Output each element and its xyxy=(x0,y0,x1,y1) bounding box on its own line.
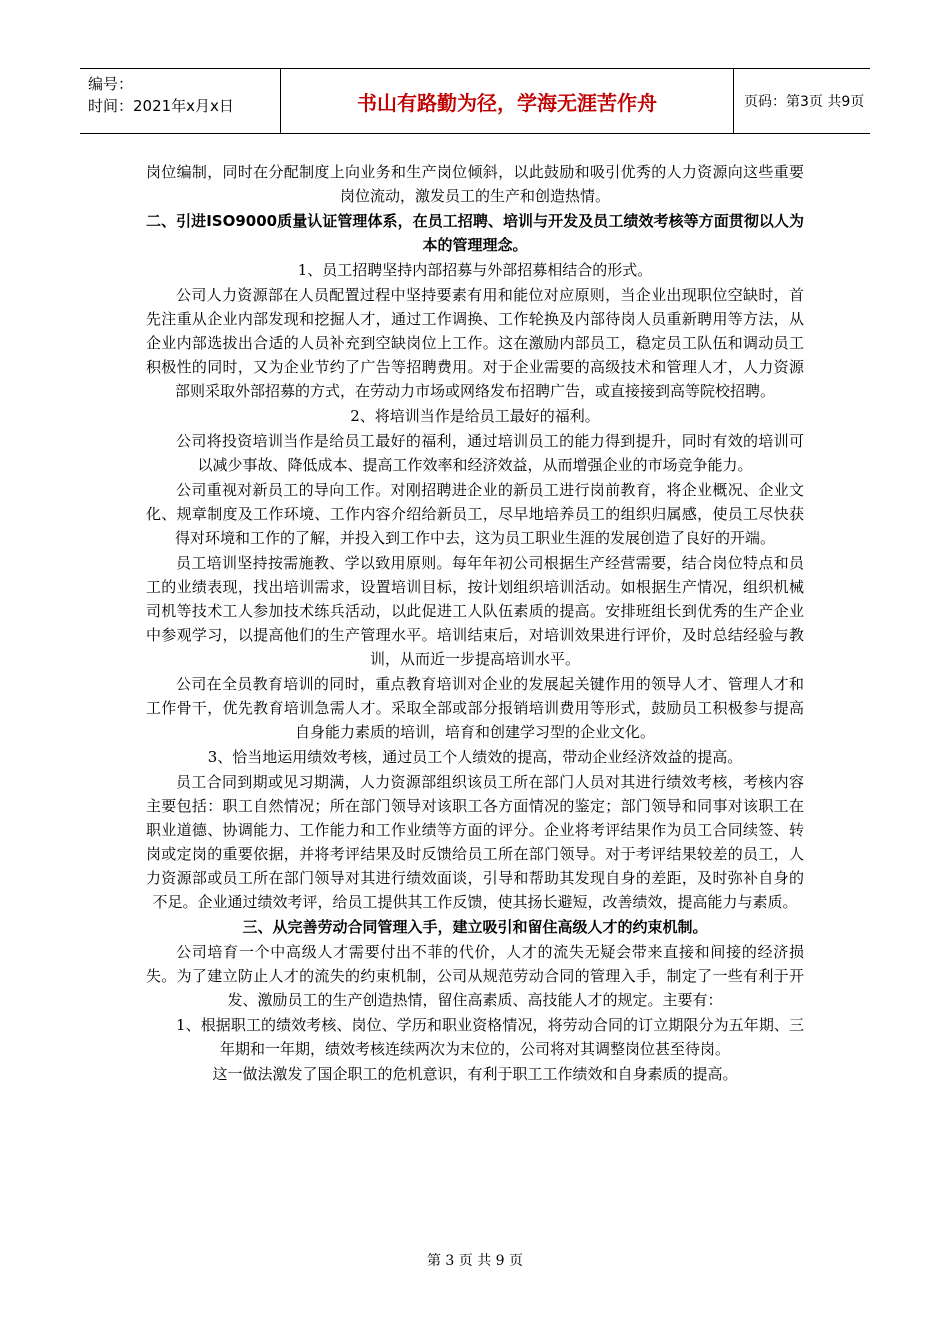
document-number-label: 编号： xyxy=(88,75,134,93)
body-paragraph: 岗位编制，同时在分配制度上向业务和生产岗位倾斜，以此鼓励和吸引优秀的人力资源向这些重要岗位流动，激发员工的生产和创造热情。 xyxy=(146,163,804,205)
document-body xyxy=(146,160,804,1087)
section-heading: 三、从完善劳动合同管理入手，建立吸引和留住高级人才的约束机制。 xyxy=(242,918,708,936)
header-page-number: 页码：第3页 共9页 xyxy=(744,94,865,110)
body-paragraph: 这一做法激发了国企职工的危机意识，有利于职工工作绩效和自身素质的提高。 xyxy=(212,1065,738,1083)
body-paragraph: 公司培育一个中高级人才需要付出不菲的代价，人才的流失无疑会带来直接和间接的经济损失。为了建立防止人才的流失的约束机制，公司从规范劳动合同的管理入手，制定了一些有利于开发、激励员工的生产创造热情，留住高素质、高技能人才的规定。主要有： xyxy=(146,943,804,1009)
body-paragraph: 员工合同到期或见习期满，人力资源部组织该员工所在部门人员对其进行绩效考核，考核内容主要包括：职工自然情况；所在部门领导对该职工各方面情况的鉴定；部门领导和同事对该职工在职业道德、协调能力、工作能力和工作业绩等方面的评分。企业将考评结果作为员工合同续签、转岗或定岗的重要依据，并将考评结果及时反馈给员工所在部门领导。对于考评结果较差的员工，人力资源部或员工所在部门领导对其进行绩效面谈，引导和帮助其发现自身的差距，及时弥补自身的不足。企业通过绩效考评，给员工提供其工作反馈，使其扬长避短，改善绩效，提高能力与素质。 xyxy=(146,773,804,911)
body-paragraph: 公司将投资培训当作是给员工最好的福利，通过培训员工的能力得到提升，同时有效的培训可以减少事故、降低成本、提高工作效率和经济效益，从而增强企业的市场竞争能力。 xyxy=(176,432,804,474)
body-paragraph: 公司重视对新员工的导向工作。对刚招聘进企业的新员工进行岗前教育，将企业概况、企业文化、规章制度及工作环境、工作内容介绍给新员工，尽早地培养员工的组织归属感，使员工尽快获得对环境和工作的了解，并投入到工作中去，这为员工职业生涯的发展创造了良好的开端。 xyxy=(146,481,804,547)
document-date-label: 时间：2021年x月x日 xyxy=(88,97,234,115)
body-paragraph: 公司在全员教育培训的同时，重点教育培训对企业的发展起关键作用的领导人才、管理人才和工作骨干，优先教育培训急需人才。采取全部或部分报销培训费用等形式，鼓励员工积极参与提高自身能力素质的培训，培育和创建学习型的企业文化。 xyxy=(146,675,804,741)
header-info-cell xyxy=(80,69,281,133)
page-footer: 第 3 页 共 9 页 xyxy=(426,1253,524,1269)
body-paragraph: 3、恰当地运用绩效考核，通过员工个人绩效的提高，带动企业经济效益的提高。 xyxy=(207,748,743,766)
body-paragraph: 1、根据职工的绩效考核、岗位、学历和职业资格情况，将劳动合同的订立期限分为五年期、三年期和一年期，绩效考核连续两次为末位的，公司将对其调整岗位甚至待岗。 xyxy=(176,1016,804,1058)
header-motto: 书山有路勤为径，学海无涯苦作舟 xyxy=(281,69,734,133)
body-paragraph: 1、员工招聘坚持内部招募与外部招募相结合的形式。 xyxy=(297,261,653,279)
header-table xyxy=(80,68,870,134)
section-heading: 二、引进ISO9000质量认证管理体系，在员工招聘、培训与开发及员工绩效考核等方面贯彻以人为本的管理理念。 xyxy=(146,212,804,254)
body-paragraph: 员工培训坚持按需施教、学以致用原则。每年年初公司根据生产经营需要，结合岗位特点和员工的业绩表现，找出培训需求，设置培训目标，按计划组织培训活动。如根据生产情况，组织机械司机等技术工人参加技术练兵活动，以此促进工人队伍素质的提高。安排班组长到优秀的生产企业中参观学习，以提高他们的生产管理水平。培训结束后，对培训效果进行评价，及时总结经验与教训，从而近一步提高培训水平。 xyxy=(146,554,804,668)
body-paragraph: 2、将培训当作是给员工最好的福利。 xyxy=(350,407,600,425)
body-paragraph: 公司人力资源部在人员配置过程中坚持要素有用和能位对应原则，当企业出现职位空缺时，首先注重从企业内部发现和挖掘人才，通过工作调换、工作轮换及内部待岗人员重新聘用等方法，从企业内部选拔出合适的人员补充到空缺岗位上工作。这在激励内部员工，稳定员工队伍和调动员工积极性的同时，又为企业节约了广告等招聘费用。对于企业需要的高级技术和管理人才，人力资源部则采取外部招募的方式，在劳动力市场或网络发布招聘广告，或直接接到高等院校招聘。 xyxy=(146,286,804,400)
